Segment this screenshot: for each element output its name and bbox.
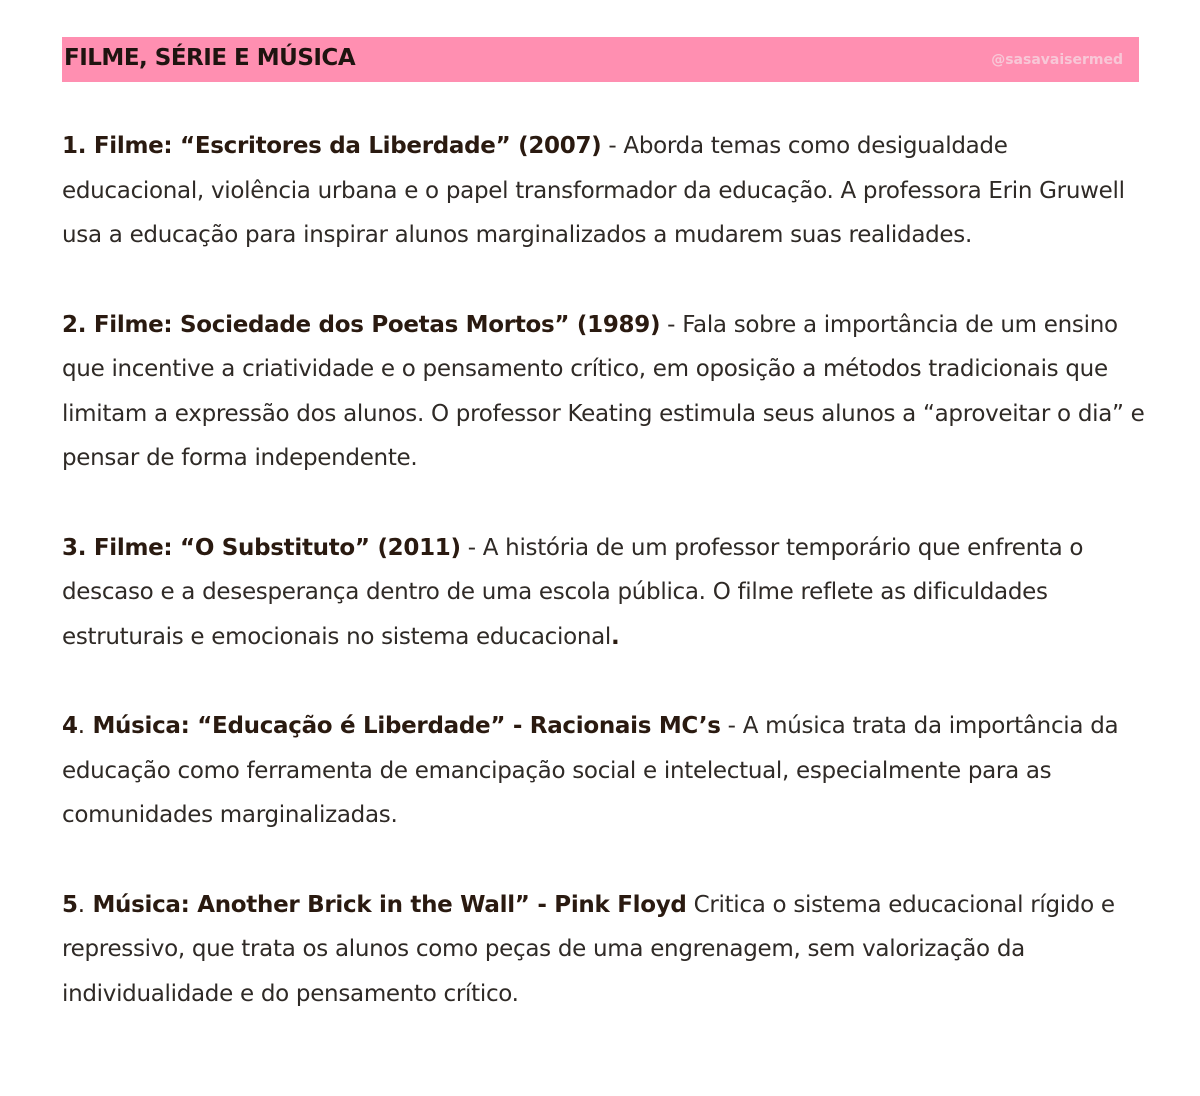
item-number-suffix: . — [77, 713, 85, 739]
item-description: A história de um professor temporário que enfrenta o descaso e a desesperança dentro de uma escola pública. O filme reflete as dificuldades estruturais e emocionais no sistema educacional — [62, 534, 1084, 650]
section-header-bar — [62, 37, 1139, 82]
item-title: Filme: “O Substituto” (2011) — [86, 534, 461, 561]
author-handle: @sasavaisermed — [991, 52, 1123, 68]
list-item — [62, 303, 1152, 481]
section-title: FILME, SÉRIE E MÚSICA — [64, 45, 356, 71]
item-number-suffix: . — [77, 891, 85, 918]
item-description: Fala sobre a importância de um ensino que incentive a criatividade e o pensamento crítico, em oposição a métodos tradicionais que limitam a expressão dos alunos. O professor Keating estimula seus alunos a “aproveitar o dia” e pensar de forma independente. — [62, 311, 1145, 471]
list-item — [62, 704, 1152, 838]
item-title: Filme: “Escritores da Liberdade” (2007) — [86, 133, 602, 159]
item-description: Critica o sistema educacional rígido e repressivo, que trata os alunos como peças de uma engrenagem, sem valorização da individualidade e do pensamento crítico. — [62, 891, 1115, 1007]
item-title: Filme: Sociedade dos Poetas Mortos” (1989) — [86, 311, 661, 338]
item-number: 5 — [62, 891, 78, 918]
item-trailing-period: . — [611, 623, 620, 650]
item-separator: - — [460, 534, 483, 561]
list-item — [62, 124, 1152, 258]
item-separator: - — [601, 133, 624, 159]
item-description: Aborda temas como desigualdade educacional, violência urbana e o papel transformador da educação. A professora Erin Gruwell usa a educação para inspirar alunos marginalizados a mudarem suas realidades. — [62, 133, 1125, 248]
item-number: 4 — [62, 713, 78, 739]
item-number: 3. — [62, 534, 87, 561]
list-item — [62, 526, 1152, 660]
item-number: 2. — [62, 311, 87, 338]
item-number: 1. — [62, 133, 87, 159]
list-item — [62, 883, 1152, 1017]
item-separator — [687, 892, 694, 918]
item-description: A música trata da importância da educação como ferramenta de emancipação social e intelectual, especialmente para as comunidades marginalizadas. — [62, 713, 1119, 828]
recommendation-list — [62, 124, 1152, 1061]
item-title: Música: “Educação é Liberdade” - Racionais MC’s — [84, 713, 721, 739]
item-title: Música: Another Brick in the Wall” - Pink Floyd — [84, 891, 687, 918]
item-separator: - — [660, 311, 683, 338]
item-separator: - — [720, 713, 743, 739]
